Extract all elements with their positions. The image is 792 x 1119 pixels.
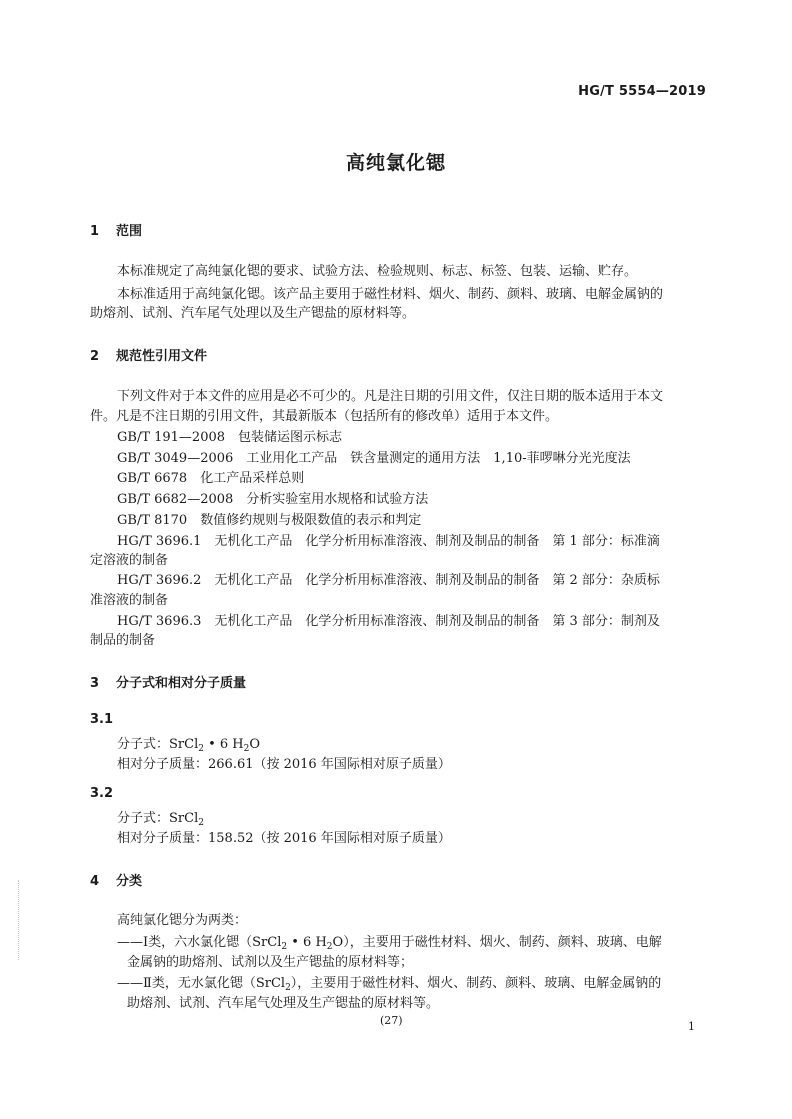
scan-margin-specks [18, 880, 21, 960]
formula-subscript: 2 [281, 942, 288, 952]
section-number: 3 [90, 676, 100, 691]
formula-subscript: 2 [285, 983, 291, 993]
reference-item: GB/T 8170 数值修约规则与极限数值的表示和判定 [117, 513, 422, 528]
reference-item: HG/T 3696.2 无机化工产品 化学分析用标准溶液、制剂及制品的制备 第 2 部分：杂质标 [117, 573, 660, 588]
reference-item: HG/T 3696.3 无机化工产品 化学分析用标准溶液、制剂及制品的制备 第 3 部分：制剂及 [117, 614, 660, 629]
mass-3-1: 相对分子质量：266.61（按 2016 年国际相对原子质量） [117, 757, 451, 772]
reference-item-continuation: 定溶液的制备 [90, 553, 169, 568]
reference-item: GB/T 191—2008 包装储运图示标志 [117, 430, 343, 445]
class-text: O），主要用于磁性材料、烟火、制药、颜料、玻璃、电解 [332, 935, 662, 950]
section-number: 1 [90, 224, 100, 239]
section-3-heading [90, 672, 246, 691]
reference-item: GB/T 6682—2008 分析实验室用水规格和试验方法 [117, 492, 429, 507]
formula-subscript: 2 [243, 744, 250, 754]
page-number-right: 1 [688, 1020, 695, 1033]
section-1-heading [90, 220, 142, 239]
scope-paragraph-2-line-1: 本标准适用于高纯氯化锶。该产品主要用于磁性材料、烟火、制药、颜料、玻璃、电解金属钠的 [117, 287, 664, 302]
page-number-center: (27) [380, 1014, 403, 1027]
formula-subscript: 2 [326, 942, 333, 952]
subsection-3-2-number: 3.2 [90, 786, 114, 801]
class-text: • 6 H [287, 935, 327, 950]
document-title: 高纯氯化锶 [345, 152, 446, 174]
formula-text: 分子式：SrCl [117, 737, 199, 752]
section-title: 规范性引用文件 [116, 349, 208, 364]
standard-code: HG/T 5554—2019 [578, 84, 706, 99]
formula-text: O [249, 737, 261, 752]
formula-text: 分子式：SrCl [117, 811, 199, 826]
section-title: 分子式和相对分子质量 [116, 676, 247, 691]
class-2-line-2: 助熔剂、试剂、汽车尾气处理及生产锶盐的原材料等。 [127, 996, 440, 1011]
formula-subscript: 2 [198, 818, 204, 828]
section-number: 4 [90, 874, 100, 889]
classification-intro: 高纯氯化锶分为两类： [117, 913, 248, 928]
formula-subscript: 2 [198, 744, 204, 754]
section-2-heading [90, 345, 207, 364]
references-intro-line-1: 下列文件对于本文件的应用是必不可少的。凡是注日期的引用文件，仅注日期的版本适用于本文 [117, 389, 664, 404]
mass-3-2: 相对分子质量：158.52（按 2016 年国际相对原子质量） [117, 831, 451, 846]
section-title: 分类 [116, 874, 143, 889]
reference-item: HG/T 3696.1 无机化工产品 化学分析用标准溶液、制剂及制品的制备 第 1 部分：标准滴 [117, 534, 660, 549]
section-4-heading [90, 870, 142, 889]
reference-item-continuation: 准溶液的制备 [90, 593, 169, 608]
reference-item: GB/T 6678 化工产品采样总则 [117, 471, 305, 486]
class-text: ——Ⅱ类，无水氯化锶（SrCl [117, 976, 286, 991]
reference-item: GB/T 3049—2006 工业用化工产品 铁含量测定的通用方法 1,10-菲啰啉分光光度法 [117, 451, 631, 466]
section-title: 范围 [116, 224, 143, 239]
scope-paragraph-2-line-2: 助熔剂、试剂、汽车尾气处理以及生产锶盐的原材料等。 [90, 306, 416, 321]
references-intro-line-2: 件。凡是不注日期的引用文件，其最新版本（包括所有的修改单）适用于本文件。 [90, 409, 559, 424]
class-text: ——Ⅰ类，六水氯化锶（SrCl [117, 935, 282, 950]
scope-paragraph-1: 本标准规定了高纯氯化锶的要求、试验方法、检验规则、标志、标签、包装、运输、贮存。 [117, 264, 638, 279]
subsection-3-1-number: 3.1 [90, 712, 114, 727]
section-number: 2 [90, 349, 100, 364]
class-text: ），主要用于磁性材料、烟火、制药、颜料、玻璃、电解金属钠的 [290, 976, 662, 991]
reference-item-continuation: 制品的制备 [90, 633, 156, 648]
class-1-line-2: 金属钠的助熔剂、试剂以及生产锶盐的原材料等； [127, 955, 414, 970]
formula-text: • 6 H [203, 737, 244, 752]
